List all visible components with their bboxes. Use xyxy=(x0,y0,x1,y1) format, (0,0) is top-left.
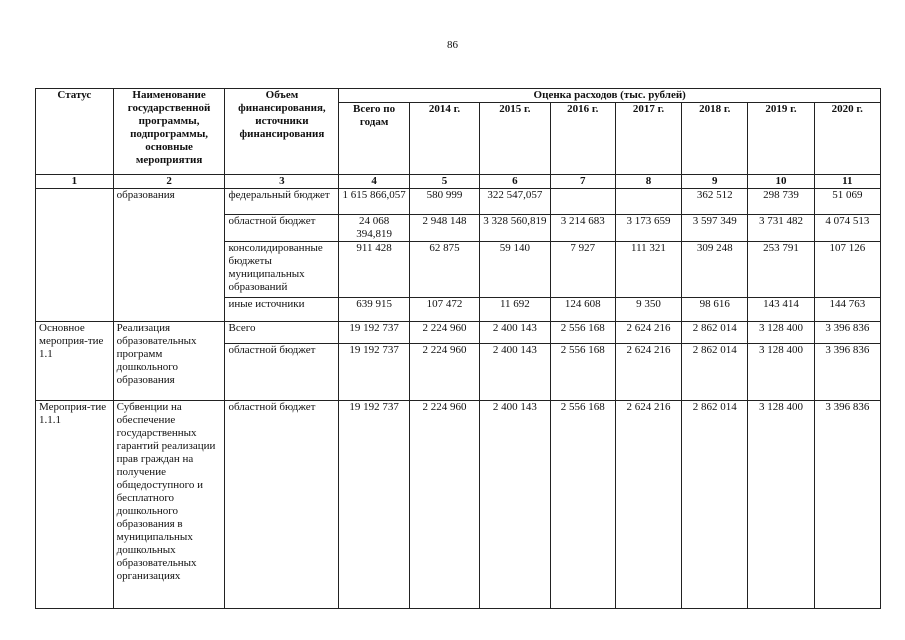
year-value: 580 999 xyxy=(409,189,479,215)
year-value: 253 791 xyxy=(748,242,814,298)
header-year: 2017 г. xyxy=(615,103,681,175)
program-name-cell: Реализация образовательных программ дошкольного образования xyxy=(113,322,225,401)
column-number: 2 xyxy=(113,175,225,189)
total-value: 639 915 xyxy=(339,298,409,322)
year-value: 3 128 400 xyxy=(748,401,814,609)
header-year: 2014 г. xyxy=(409,103,479,175)
column-number: 6 xyxy=(480,175,550,189)
column-number: 3 xyxy=(225,175,339,189)
year-value: 3 396 836 xyxy=(814,322,880,344)
page-number: 86 xyxy=(447,39,458,51)
year-value: 2 862 014 xyxy=(682,401,748,609)
year-value: 2 224 960 xyxy=(409,401,479,609)
header-total: Всего по годам xyxy=(339,103,409,175)
column-number: 9 xyxy=(682,175,748,189)
header-name: Наименование государственной программы, подпрограммы, основные мероприятия xyxy=(113,89,225,175)
year-value: 2 624 216 xyxy=(615,344,681,401)
column-number: 5 xyxy=(409,175,479,189)
year-value: 2 556 168 xyxy=(550,322,615,344)
column-number-row xyxy=(36,175,881,189)
year-value: 3 731 482 xyxy=(748,215,814,242)
total-value: 911 428 xyxy=(339,242,409,298)
year-value: 59 140 xyxy=(480,242,550,298)
funding-source: федеральный бюджет xyxy=(225,189,339,215)
year-value: 2 624 216 xyxy=(615,322,681,344)
year-value: 9 350 xyxy=(615,298,681,322)
header-year: 2016 г. xyxy=(550,103,615,175)
year-value: 3 396 836 xyxy=(814,344,880,401)
program-name-cell: Субвенции на обеспечение государственных гарантий реализации прав граждан на получение общедоступного и бесплатного дошкольного образования в муниципальных дошкольных образовательных организациях xyxy=(113,401,225,609)
total-value: 19 192 737 xyxy=(339,344,409,401)
year-value: 2 400 143 xyxy=(480,401,550,609)
year-value: 2 948 148 xyxy=(409,215,479,242)
year-value: 4 074 513 xyxy=(814,215,880,242)
year-value: 143 414 xyxy=(748,298,814,322)
year-value: 111 321 xyxy=(615,242,681,298)
funding-source: областной бюджет xyxy=(225,401,339,609)
header-year: 2015 г. xyxy=(480,103,550,175)
year-value: 2 862 014 xyxy=(682,322,748,344)
year-value: 124 608 xyxy=(550,298,615,322)
year-value: 3 396 836 xyxy=(814,401,880,609)
funding-source: иные источники xyxy=(225,298,339,322)
column-number: 7 xyxy=(550,175,615,189)
year-value: 11 692 xyxy=(480,298,550,322)
year-value: 144 763 xyxy=(814,298,880,322)
program-name-cell: образования xyxy=(113,189,225,322)
column-number: 8 xyxy=(615,175,681,189)
year-value: 3 128 400 xyxy=(748,322,814,344)
year-value: 51 069 xyxy=(814,189,880,215)
year-value: 2 556 168 xyxy=(550,344,615,401)
total-value: 1 615 866,057 xyxy=(339,189,409,215)
table-row xyxy=(36,401,881,609)
year-value xyxy=(550,189,615,215)
year-value: 2 862 014 xyxy=(682,344,748,401)
year-value: 2 624 216 xyxy=(615,401,681,609)
total-value: 24 068 394,819 xyxy=(339,215,409,242)
year-value: 2 224 960 xyxy=(409,322,479,344)
year-value: 2 400 143 xyxy=(480,344,550,401)
header-year: 2018 г. xyxy=(682,103,748,175)
year-value: 3 173 659 xyxy=(615,215,681,242)
year-value: 2 224 960 xyxy=(409,344,479,401)
column-number: 4 xyxy=(339,175,409,189)
header-year: 2019 г. xyxy=(748,103,814,175)
table-row xyxy=(36,322,881,344)
year-value: 3 597 349 xyxy=(682,215,748,242)
year-value: 3 328 560,819 xyxy=(480,215,550,242)
year-value: 322 547,057 xyxy=(480,189,550,215)
funding-source: областной бюджет xyxy=(225,215,339,242)
table-row xyxy=(36,189,881,215)
column-number: 11 xyxy=(814,175,880,189)
year-value: 298 739 xyxy=(748,189,814,215)
total-value: 19 192 737 xyxy=(339,401,409,609)
year-value xyxy=(615,189,681,215)
header-year: 2020 г. xyxy=(814,103,880,175)
header-status: Статус xyxy=(36,89,114,175)
funding-source: Всего xyxy=(225,322,339,344)
year-value: 2 400 143 xyxy=(480,322,550,344)
year-value: 107 472 xyxy=(409,298,479,322)
year-value: 62 875 xyxy=(409,242,479,298)
header-estimate: Оценка расходов (тыс. рублей) xyxy=(339,89,881,103)
year-value: 2 556 168 xyxy=(550,401,615,609)
funding-source: областной бюджет xyxy=(225,344,339,401)
budget-table xyxy=(35,88,881,609)
total-value: 19 192 737 xyxy=(339,322,409,344)
year-value: 309 248 xyxy=(682,242,748,298)
year-value: 3 214 683 xyxy=(550,215,615,242)
column-number: 10 xyxy=(748,175,814,189)
year-value: 107 126 xyxy=(814,242,880,298)
status-cell xyxy=(36,189,114,322)
column-number: 1 xyxy=(36,175,114,189)
funding-source: консолидированные бюджеты муниципальных образований xyxy=(225,242,339,298)
year-value: 7 927 xyxy=(550,242,615,298)
status-cell: Основное мероприя-тие 1.1 xyxy=(36,322,114,401)
year-value: 3 128 400 xyxy=(748,344,814,401)
header-volume: Объем финансирования, источники финансирования xyxy=(225,89,339,175)
year-value: 362 512 xyxy=(682,189,748,215)
status-cell: Мероприя-тие 1.1.1 xyxy=(36,401,114,609)
year-value: 98 616 xyxy=(682,298,748,322)
